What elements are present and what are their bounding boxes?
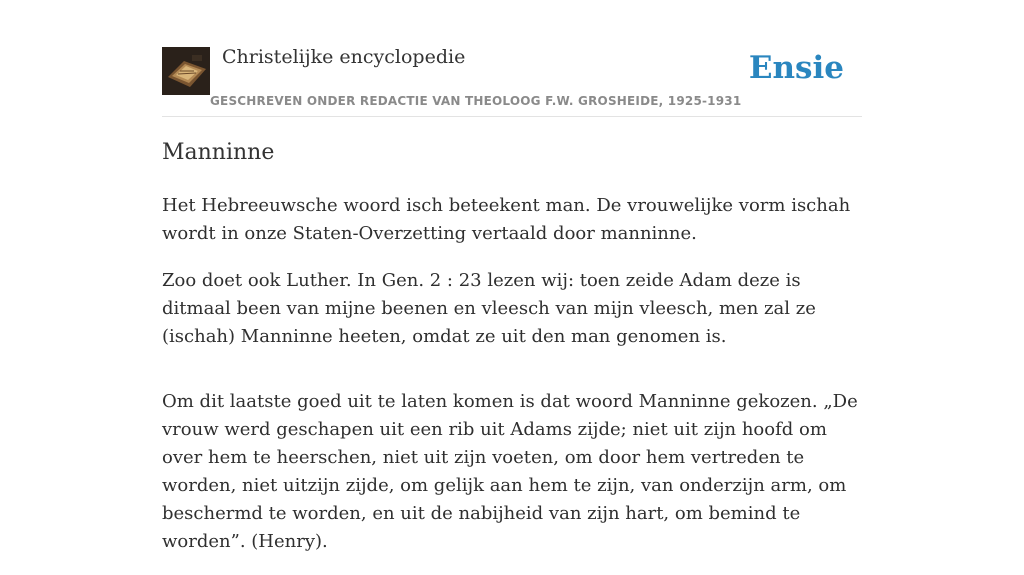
paragraph: Zoo doet ook Luther. In Gen. 2 : 23 lezen wij: toen zeide Adam deze is ditmaal been van mijne beenen en vleesch van mijn vleesch, men zal ze (ischah) Manninne heeten, omdat ze uit den man genomen is. <box>162 270 816 347</box>
article-body <box>162 192 862 575</box>
site-title[interactable]: Christelijke encyclopedie <box>222 46 466 68</box>
brand-logo[interactable]: Ensie <box>748 50 844 86</box>
article-title: Manninne <box>162 140 275 165</box>
site-header <box>162 44 862 117</box>
paragraph: Om dit laatste goed uit te laten komen is dat woord Manninne gekozen. „De vrouw werd geschapen uit een rib uit Adams zijde; niet uit zijn hoofd om over hem te heerschen, niet uit zijn voeten, om door hem vertreden te worden, niet uitzijn zijde, om gelijk aan hem te zijn, van onderzijn arm, om beschermd te worden, en uit de nabijheid van zijn hart, om bemind te worden”. (Henry). <box>162 391 858 552</box>
paragraph: Het Hebreeuwsche woord isch beteekent man. De vrouwelijke vorm ischah wordt in onze Staten-Overzetting vertaald door manninne. <box>162 195 851 244</box>
book-photo-icon[interactable] <box>162 47 210 95</box>
site-subtitle: GESCHREVEN ONDER REDACTIE VAN THEOLOOG F.W. GROSHEIDE, 1925-1931 <box>210 94 742 108</box>
